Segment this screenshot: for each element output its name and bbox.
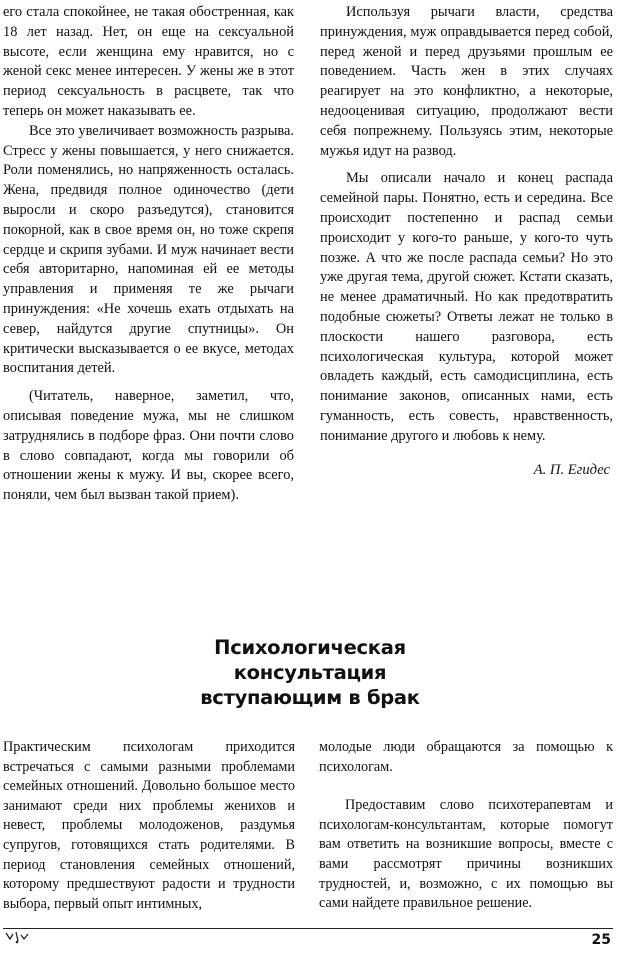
heading-line: вступающим в брак xyxy=(200,686,420,709)
paragraph: (Читатель, наверное, заметил, что, описывая поведение мужа, мы не слишком затруднялись в подборе фраз. Они почти слово в слово совпадают, когда мы говорили об отношении жены к мужу. И вы, скорее всего, поняли, чем был вызван такой прием). xyxy=(3,388,294,504)
top-left-column xyxy=(3,3,294,506)
section-heading xyxy=(0,635,620,710)
paragraph: его стала спокойнее, не такая обостренная, как 18 лет назад. Нет, он еще на сексуальной высоте, если женщина ему нравится, но с женой секс менее интересен. У жены же в этот период сексуальность в расцвете, так что теперь он может наказывать ее. xyxy=(3,4,294,119)
article-author: А. П. Егидес xyxy=(533,462,610,478)
bottom-right-column xyxy=(319,738,613,914)
heading-line: Психологическая xyxy=(214,636,406,659)
heading-line: консультация xyxy=(233,661,387,684)
page-number: 25 xyxy=(591,932,611,948)
paragraph: Практическим психологам приходится встречаться с самыми разными проблемами семейных отношений. Довольно большое место занимают среди них проблемы женихов и невест, проблемы молодоженов, раздумья супругов, готовящихся стать родителями. В период становления семейных отношений, которому предшествуют радости и трудности выбора, первый опыт интимных, xyxy=(3,739,295,912)
decorative-flourish-icon xyxy=(4,929,30,948)
paragraph: молодые люди обращаются за помощью к психологам. xyxy=(319,739,613,775)
paragraph: Используя рычаги власти, средства принуждения, муж оправдывается перед собой, перед женой и перед друзьями прошлым ее поведением. Часть жен в этих случаях реагирует на это конфликтно, а некоторые, недооценивая ситуацию, продолжают вести себя попрежнему. Пользуясь этим, некоторые мужья идут на развод. xyxy=(320,4,613,159)
footer-rule xyxy=(3,928,613,929)
bottom-left-column xyxy=(3,738,295,914)
top-right-column xyxy=(320,3,613,447)
paragraph: Предоставим слово психотерапевтам и психологам-консультантам, которые помогут вам ответить на возникшие вопросы, вместе с вами рассмотрят причины возникших трудностей, и, возможно, с их помощью вы сами найдете правильное решение. xyxy=(319,797,613,912)
paragraph: Мы описали начало и конец распада семейной пары. Понятно, есть и середина. Все происходит постепенно и распад семьи происходит у кого-то раньше, у кого-то чуть позже. А что же после распада семьи? Но это уже другая тема, другой сюжет. Кстати сказать, не менее драматичный. Но как предотвратить подобные сюжеты? Ответы лежат не только в плоскости нашего разговора, есть психологическая культура, которой может овладеть каждый, есть самодисциплина, есть понимание законов, описанных нами, есть гуманность, есть совесть, нравственность, понимание другого и любовь к нему. xyxy=(320,170,613,444)
paragraph: Все это увеличивает возможность разрыва. Стресс у жены повышается, у него снижается. Роли поменялись, но напряженность осталась. Жена, предвидя полное одиночество (дети выросли и скоро разъедутся), становится покорной, как в свое время он, но тоже скрепя сердце и скрипя зубами. И муж начинает вести себя авторитарно, напоминая ей ее методы управления и применяя те же рычаги принуждения: «Не хочешь ехать отдыхать на север, найдутся другие спутницы». Он критически высказывается о ее вкусе, методах воспитания детей. xyxy=(3,122,294,377)
